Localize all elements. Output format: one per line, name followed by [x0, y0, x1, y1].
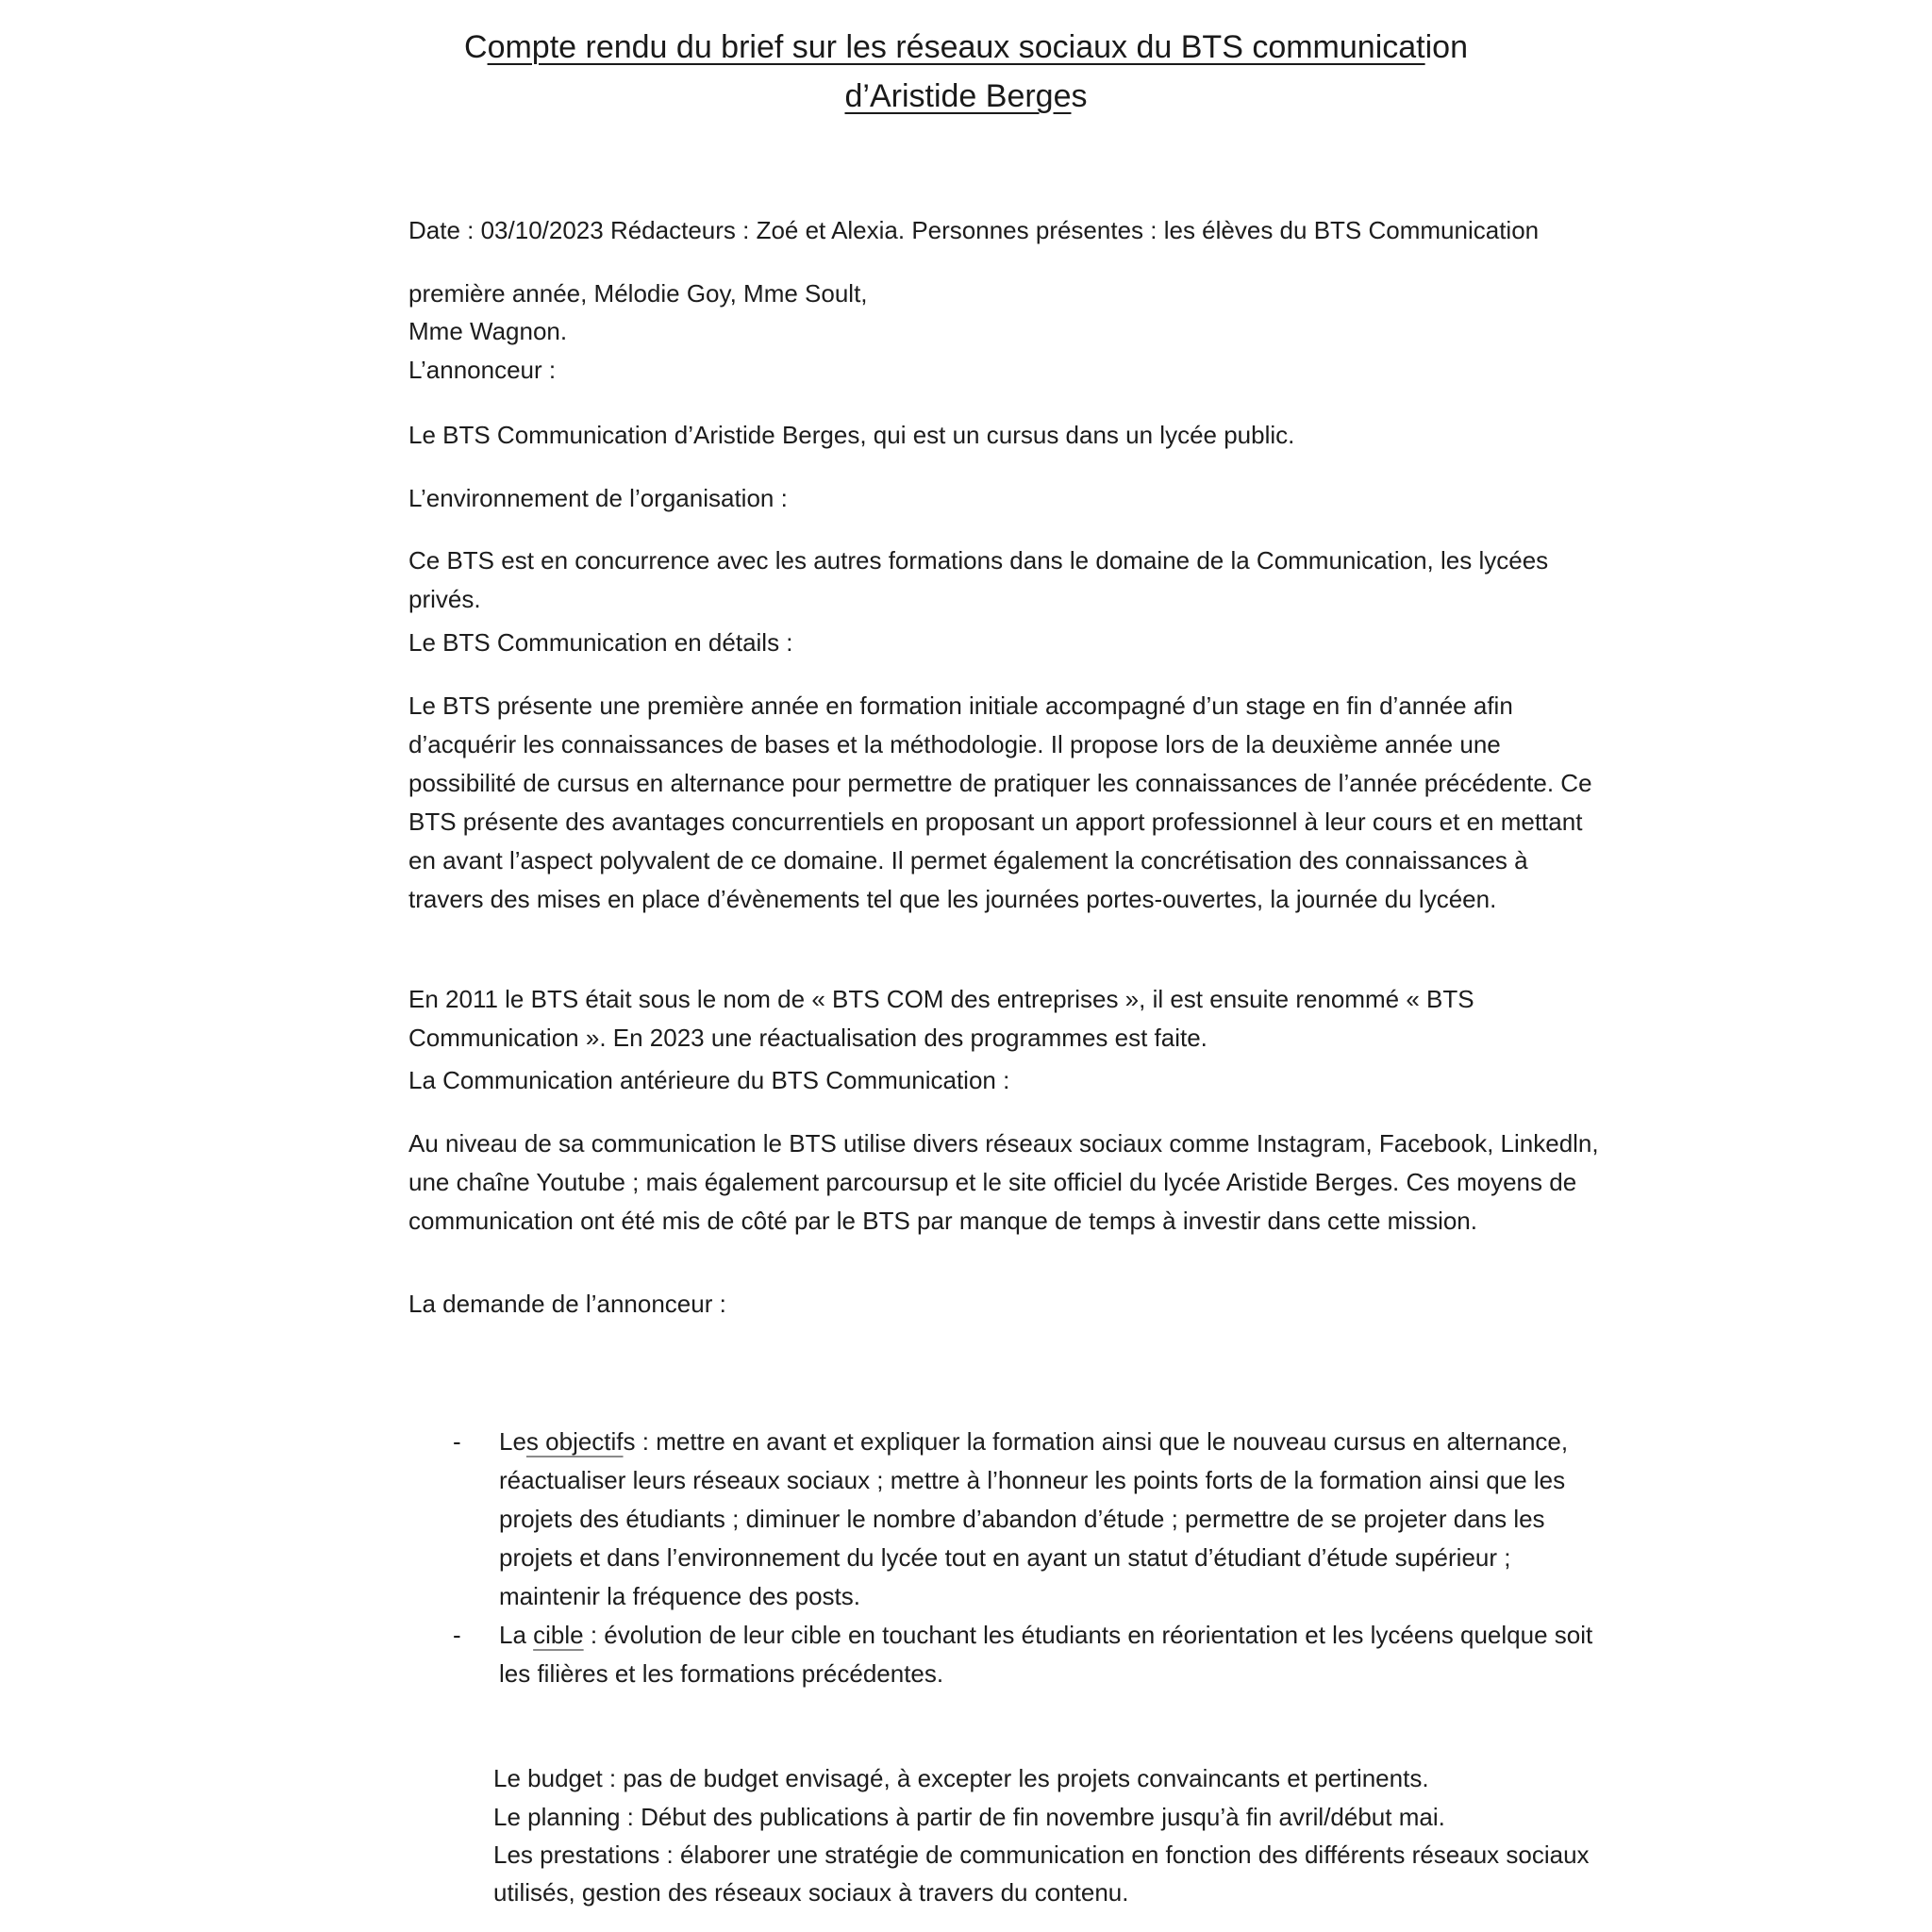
details-text: Le BTS présente une première année en formation initiale accompagné d’un stage en fin d’année afin d’acquérir les connaissances de bases et la méthodologie. Il propose lors de la deuxième année une possibilité de cursus en alternance pour permettre de pratiquer les connaissances de l’année précédente. Ce BTS présente des avantages concurrentiels en proposant un apport professionnel à leur cours et en mettant en avant l’aspect polyvalent de ce domaine. Il permet également la concrétisation des connaissances à travers des mises en place d’évènements tel que les journées portes-ouvertes, la journée du lycéen.: [408, 691, 1592, 913]
communication-text: Au niveau de sa communication le BTS utilise divers réseaux sociaux comme Instagram, Facebook, Linkedln, une chaîne Youtube ; mais également parcoursup et le site officiel du lycée Aristide Berges. Ces moyens de communication ont été mis de côté par le BTS par manque de temps à investir dans cette mission.: [408, 1129, 1599, 1235]
bullet-objectifs-text: : mettre en avant et expliquer la formation ainsi que le nouveau cursus en alternance, réactualiser leurs réseaux sociaux ; mettre à l’honneur les points forts de la formation ainsi que les projets des étudiants ; diminuer le nombre d’abandon d’étude ; permettre de se projeter dans les projets et dans l’environnement du lycée tout en ayant un statut d’étudiant d’étude supérieur ; maintenir la fréquence des posts.: [499, 1427, 1569, 1610]
bullet-objectifs-label-tail: s: [623, 1427, 636, 1456]
title-line2-tail: s: [1071, 78, 1088, 114]
history-text: En 2011 le BTS était sous le nom de « BTS COM des entreprises », il est ensuite renommé « BTS Communication ». En 2023 une réactualisation des programmes est faite.: [408, 985, 1474, 1052]
annonceur-heading: L’annonceur :: [408, 356, 557, 384]
demande-heading: La demande de l’annonceur :: [408, 1290, 726, 1318]
document-title-line-2: [0, 72, 1932, 121]
planning-line: Le planning : Début des publications à partir de fin novembre jusqu’à fin avril/début mai.: [493, 1803, 1445, 1831]
bullet-objectifs: [499, 1423, 1598, 1616]
bullet-cible-label-lead: La: [499, 1621, 534, 1649]
bullet-cible: [499, 1616, 1598, 1693]
bullet-cible-text: : évolution de leur cible en touchant les étudiants en réorientation et les lycéens quelque soit les filières et les formations précédentes.: [499, 1621, 1593, 1688]
bullet-objectifs-label-lead: Le: [499, 1427, 526, 1456]
attendees-line-1: première année, Mélodie Goy, Mme Soult,: [408, 279, 868, 308]
communication-heading: La Communication antérieure du BTS Communication :: [408, 1066, 1010, 1094]
title-line2-underlined: d’Aristide Berge: [844, 78, 1072, 114]
meta-line: Date : 03/10/2023 Rédacteurs : Zoé et Alexia. Personnes présentes : les élèves du BTS Communication: [408, 216, 1540, 244]
bullet-objectifs-label-underlined: s objectif: [525, 1427, 624, 1456]
prestations-line: Les prestations : élaborer une stratégie de communication en fonction des différents réseaux sociaux utilisés, gestion des réseaux sociaux à travers du contenu.: [493, 1840, 1590, 1907]
bullet-marker-objectifs: -: [453, 1427, 461, 1456]
budget-line: Le budget : pas de budget envisagé, à excepter les projets convaincants et pertinents.: [493, 1764, 1429, 1792]
environnement-text: Ce BTS est en concurrence avec les autres formations dans le domaine de la Communication, les lycées privés.: [408, 546, 1549, 613]
attendees-line-2: Mme Wagnon.: [408, 317, 568, 345]
document-title-line-1: [0, 23, 1932, 72]
environnement-heading: L’environnement de l’organisation :: [408, 484, 788, 512]
bullet-marker-cible: -: [453, 1621, 461, 1649]
title-line1-tail: ion: [1424, 29, 1468, 65]
bullet-cible-label-underlined: cible: [533, 1621, 584, 1649]
title-line1-underlined: ompte rendu du brief sur les réseaux sociaux du BTS communicat: [487, 29, 1425, 65]
annonceur-text: Le BTS Communication d’Aristide Berges, qui est un cursus dans un lycée public.: [408, 421, 1295, 449]
title-line1-lead: C: [464, 29, 488, 65]
details-heading: Le BTS Communication en détails :: [408, 628, 793, 657]
